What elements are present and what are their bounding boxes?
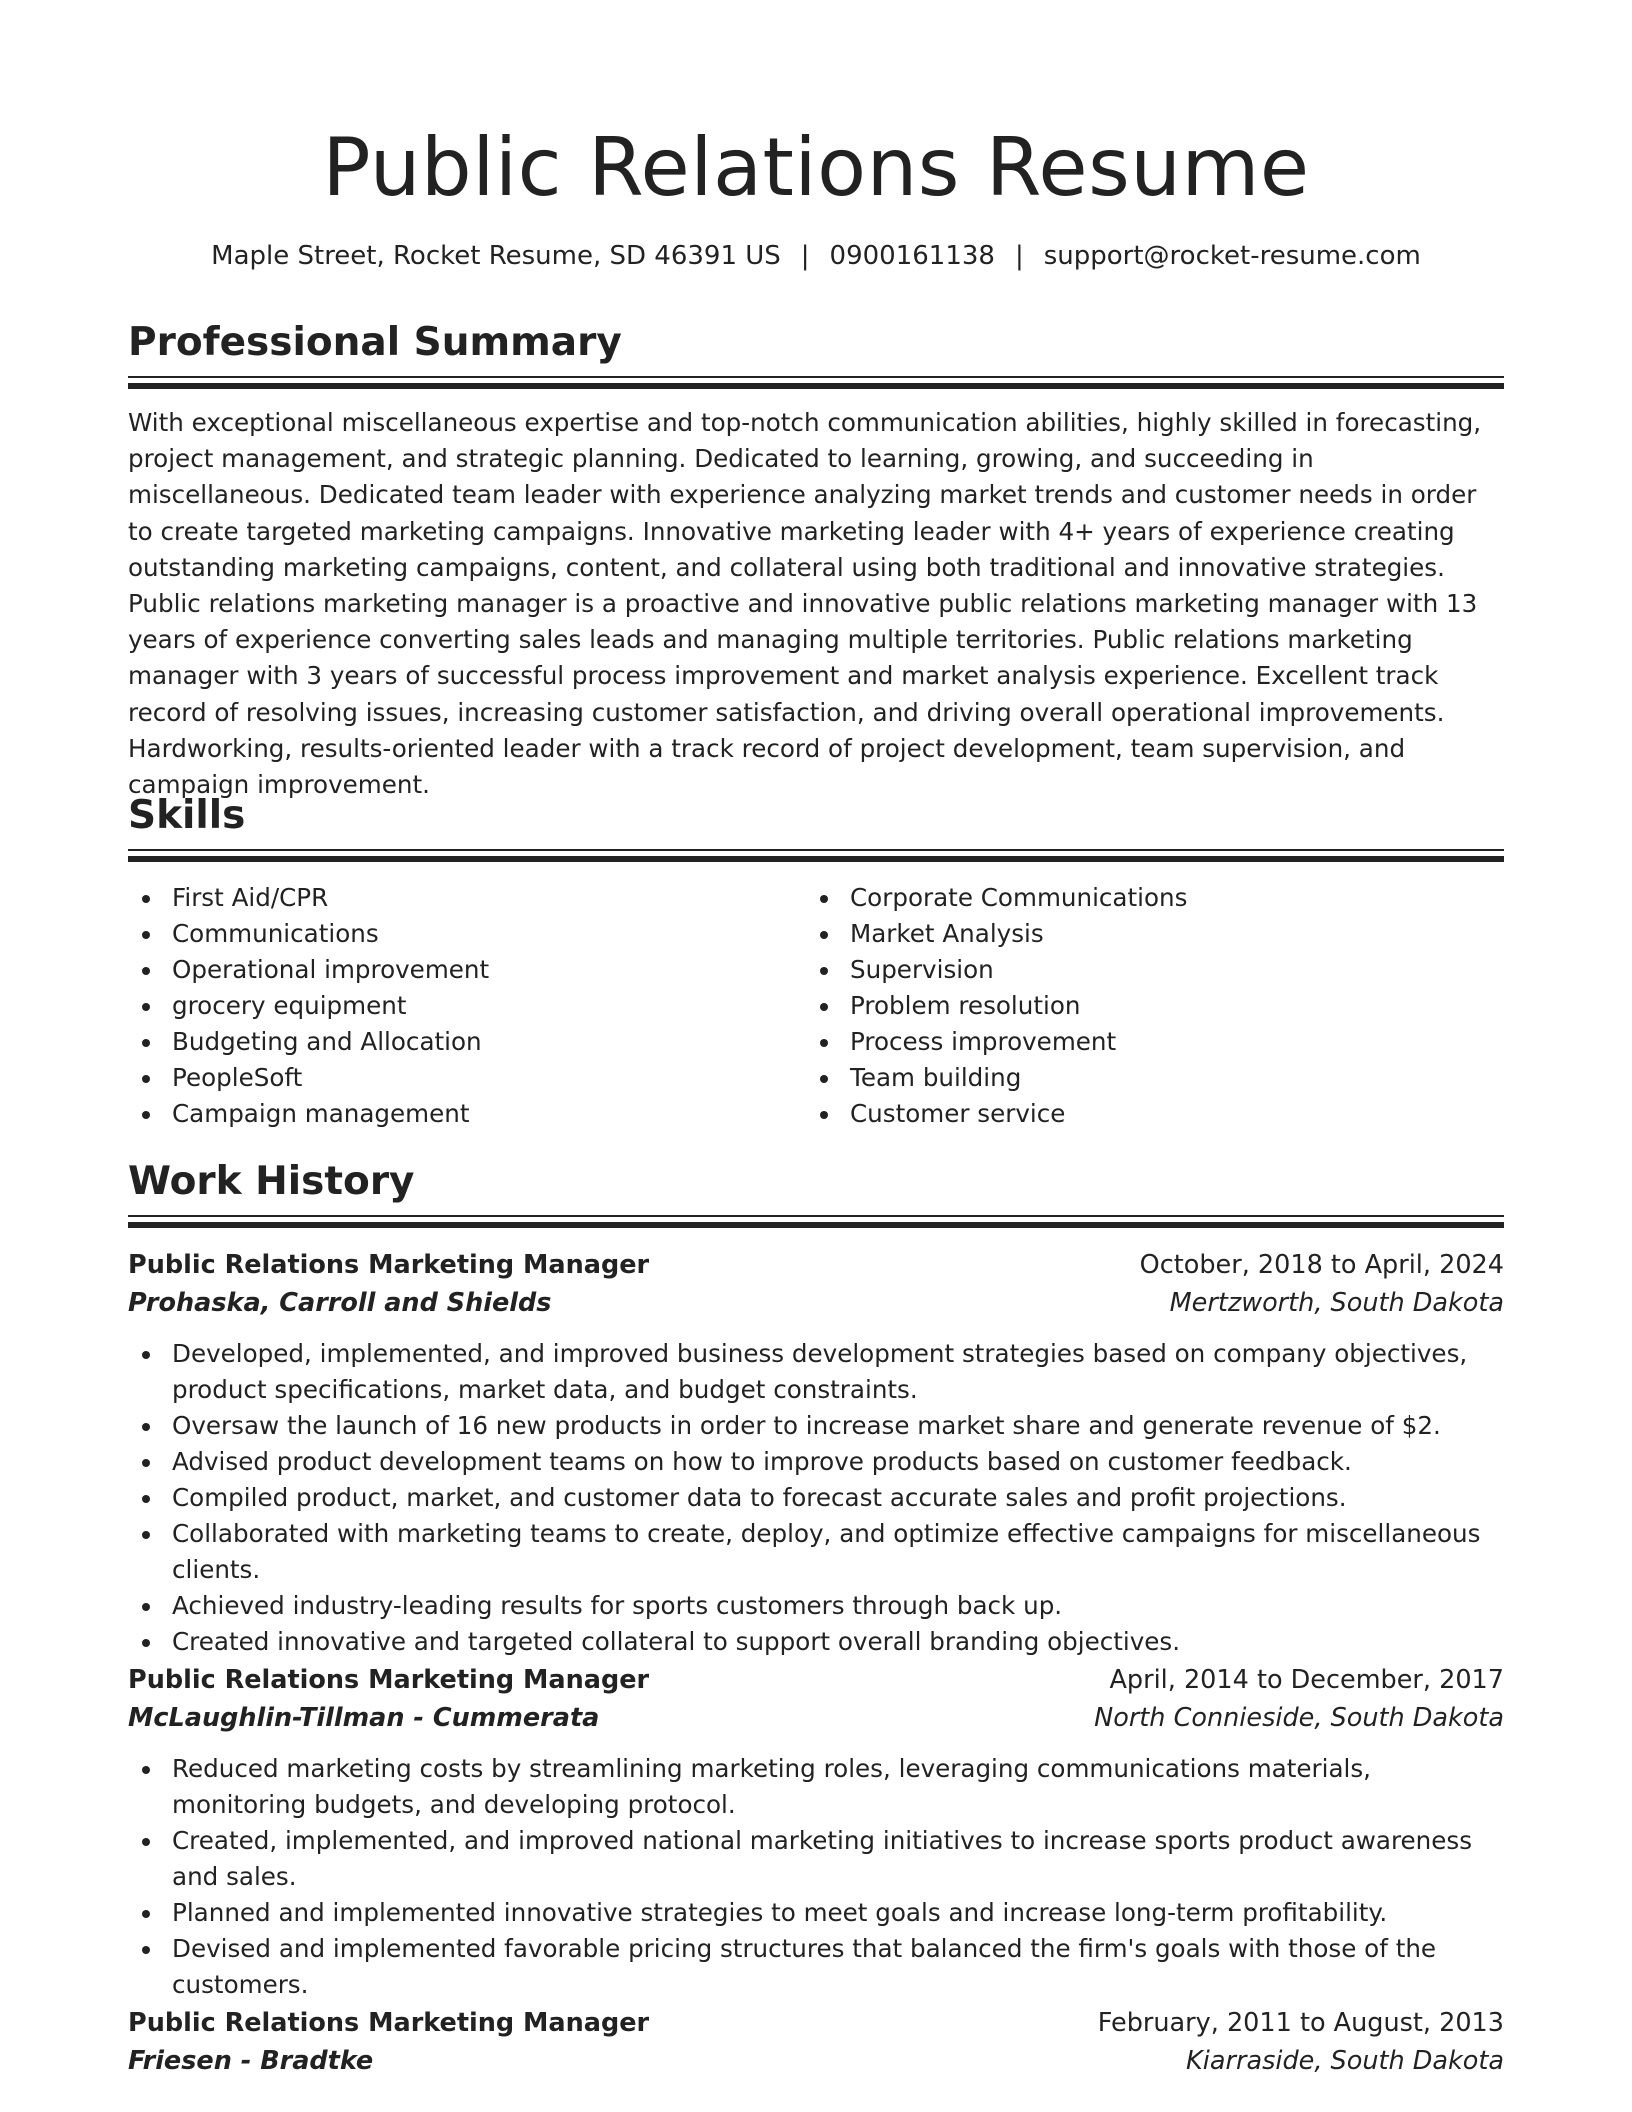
job-dates: February, 2011 to August, 2013 <box>1097 2008 1504 2038</box>
contact-line <box>128 238 1504 274</box>
contact-separator: | <box>800 241 810 271</box>
job-bullet: Created, implemented, and improved national marketing initiatives to increase sports product awareness and sales. <box>128 1823 1504 1895</box>
skill-item: Market Analysis <box>806 916 1484 952</box>
job-header <box>128 1661 1504 1699</box>
job-company: Prohaska, Carroll and Shields <box>128 1288 552 1318</box>
job-entry <box>128 1246 1504 1660</box>
job-subheader <box>128 1284 1504 1322</box>
skill-item: grocery equipment <box>128 988 806 1024</box>
email-link[interactable]: support@rocket-resume.com <box>1043 241 1421 271</box>
skills-column-left <box>128 880 806 1132</box>
skill-item: Operational improvement <box>128 952 806 988</box>
skill-item: PeopleSoft <box>128 1060 806 1096</box>
address-text: Maple Street, Rocket Resume, SD 46391 US <box>211 241 781 271</box>
skill-item: Budgeting and Allocation <box>128 1024 806 1060</box>
job-bullet: Oversaw the launch of 16 new products in order to increase market share and generate revenue of $2. <box>128 1408 1504 1444</box>
job-title: Public Relations Marketing Manager <box>128 2008 650 2038</box>
job-bullet: Devised and implemented favorable pricing structures that balanced the firm's goals with those of the customers. <box>128 1931 1504 2003</box>
job-company: Friesen - Bradtke <box>128 2046 374 2076</box>
job-bullets <box>128 1336 1504 1660</box>
job-bullet: Planned and implemented innovative strategies to meet goals and increase long-term profitability. <box>128 1895 1504 1931</box>
skill-item: Supervision <box>806 952 1484 988</box>
job-title: Public Relations Marketing Manager <box>128 1250 650 1280</box>
job-entry <box>128 1661 1504 2003</box>
section-divider <box>128 1215 1504 1228</box>
phone-text: 0900161138 <box>829 241 995 271</box>
skill-item: Process improvement <box>806 1024 1484 1060</box>
skills-column-right <box>806 880 1484 1132</box>
skill-item: Customer service <box>806 1096 1484 1132</box>
job-subheader <box>128 1699 1504 1737</box>
job-location: Mertzworth, South Dakota <box>1169 1288 1504 1318</box>
job-dates: April, 2014 to December, 2017 <box>1109 1665 1504 1695</box>
job-header <box>128 2004 1504 2042</box>
job-location: Kiarraside, South Dakota <box>1186 2046 1504 2076</box>
summary-text: With exceptional miscellaneous expertise and top-notch communication abilities, highly skilled in forecasting, project management, and strategic planning. Dedicated to learning, growing, and succeeding in miscellaneous. Dedicated team leader with experience analyzing market trends and customer needs in order to create targeted marketing campaigns. Innovative marketing leader with 4+ years of experience creating outstanding marketing campaigns, content, and collateral using both traditional and innovative strategies. Public relations marketing manager is a proactive and innovative public relations marketing manager with 13 years of experience converting sales leads and managing multiple territories. Public relations marketing manager with 3 years of successful process improvement and market analysis experience. Excellent track record of resolving issues, increasing customer satisfaction, and driving overall operational improvements. Hardworking, results-oriented leader with a track record of project development, team supervision, and campaign improvement. <box>128 408 1482 800</box>
section-divider <box>128 849 1504 862</box>
section-title-skills: Skills <box>128 793 246 838</box>
resume-title: Public Relations Resume <box>322 121 1310 214</box>
job-bullet: Developed, implemented, and improved business development strategies based on company objectives, product specifications, market data, and budget constraints. <box>128 1336 1504 1408</box>
job-header <box>128 1246 1504 1284</box>
job-bullet: Compiled product, market, and customer data to forecast accurate sales and profit projections. <box>128 1480 1504 1516</box>
skill-item: Campaign management <box>128 1096 806 1132</box>
skill-item: Team building <box>806 1060 1484 1096</box>
skills-list <box>128 880 1504 1132</box>
section-title-work-history: Work History <box>128 1159 415 1204</box>
section-title-summary: Professional Summary <box>128 320 622 365</box>
job-dates: October, 2018 to April, 2024 <box>1139 1250 1504 1280</box>
job-bullet: Reduced marketing costs by streamlining marketing roles, leveraging communications materials, monitoring budgets, and developing protocol. <box>128 1751 1504 1823</box>
job-location: North Connieside, South Dakota <box>1094 1703 1504 1733</box>
skill-item: Communications <box>128 916 806 952</box>
job-subheader <box>128 2042 1504 2080</box>
job-title: Public Relations Marketing Manager <box>128 1665 650 1695</box>
job-bullet: Achieved industry-leading results for sports customers through back up. <box>128 1588 1504 1624</box>
skill-item: First Aid/CPR <box>128 880 806 916</box>
skill-item: Problem resolution <box>806 988 1484 1024</box>
job-bullets <box>128 1751 1504 2003</box>
job-entry <box>128 2004 1504 2080</box>
job-company: McLaughlin-Tillman - Cummerata <box>128 1703 600 1733</box>
section-divider <box>128 376 1504 389</box>
job-bullet: Collaborated with marketing teams to create, deploy, and optimize effective campaigns for miscellaneous clients. <box>128 1516 1504 1588</box>
contact-separator: | <box>1014 241 1024 271</box>
skill-item: Corporate Communications <box>806 880 1484 916</box>
job-bullet: Created innovative and targeted collateral to support overall branding objectives. <box>128 1624 1504 1660</box>
job-bullet: Advised product development teams on how to improve products based on customer feedback. <box>128 1444 1504 1480</box>
